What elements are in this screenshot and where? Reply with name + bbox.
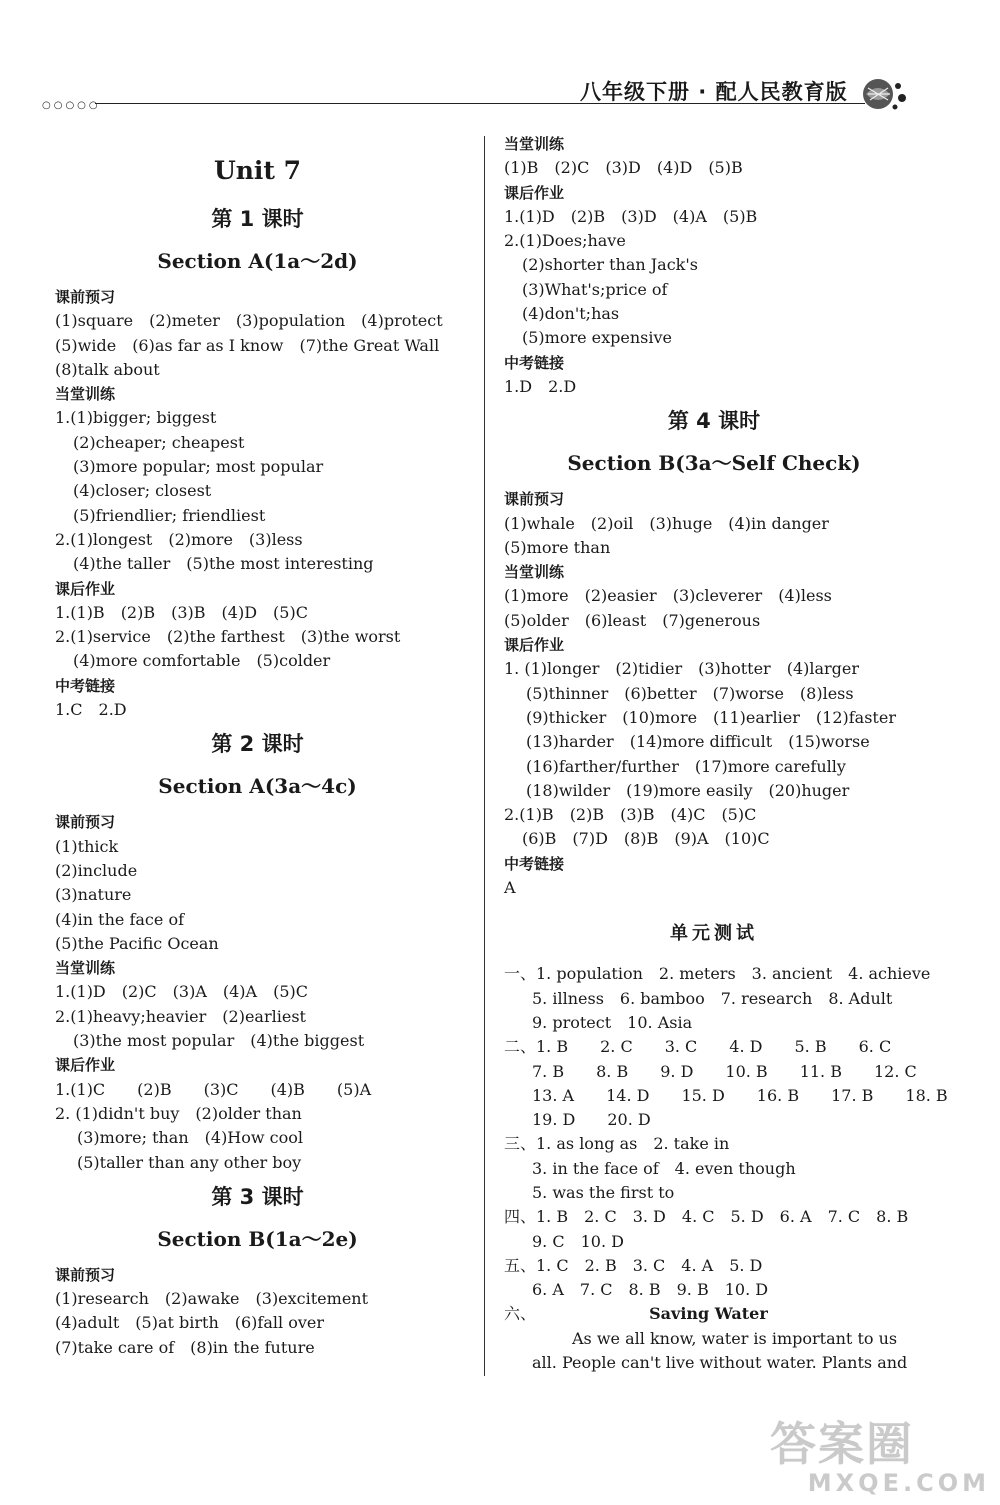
lesson-2-title: 第 2 课时 bbox=[211, 732, 304, 757]
exam-link-label: 中考链接 bbox=[55, 676, 116, 695]
answer-line: (3)nature bbox=[55, 885, 132, 905]
answer-line: (2)cheaper; cheapest bbox=[73, 432, 245, 452]
answer-line: 1.C 2.D bbox=[55, 700, 127, 720]
answer-line: 1.(1)D (2)B (3)D (4)A (5)B bbox=[504, 206, 758, 226]
answer-line: (5)wide (6)as far as I know (7)the Great Wall bbox=[55, 335, 440, 355]
answer-line: (18)wilder (19)more easily (20)huger bbox=[526, 780, 850, 800]
answer-line: 9. C 10. D bbox=[532, 1231, 624, 1251]
homework-label: 课后作业 bbox=[504, 183, 565, 202]
answer-line: 13. A 14. D 15. D 16. B 17. B 18. B bbox=[532, 1085, 948, 1105]
unit-title: Unit 7 bbox=[213, 156, 302, 185]
answer-line: 二、1. B 2. C 3. C 4. D 5. B 6. C bbox=[504, 1037, 892, 1057]
answer-line: (3)the most popular (4)the biggest bbox=[73, 1031, 365, 1051]
class-practice-label: 当堂训练 bbox=[55, 959, 116, 978]
answer-line: 1.D 2.D bbox=[504, 376, 577, 396]
book-title: 八年级下册 · 配人民教育版 bbox=[580, 80, 848, 104]
answer-line: (4)closer; closest bbox=[73, 481, 212, 501]
answer-line: 一、1. population 2. meters 3. ancient 4. achieve bbox=[504, 964, 931, 984]
answer-line: (4)more comfortable (5)colder bbox=[73, 651, 331, 671]
pre-study-label: 课前预习 bbox=[504, 490, 565, 509]
lesson-2-section: Section A(3a～4c) bbox=[158, 774, 357, 799]
answer-line: 19. D 20. D bbox=[532, 1110, 651, 1130]
lesson-1-section: Section A(1a～2d) bbox=[157, 249, 358, 273]
answer-line: 2.(1)longest (2)more (3)less bbox=[55, 529, 303, 549]
answer-line: (5)more than bbox=[504, 537, 611, 557]
answer-line: (5)taller than any other boy bbox=[77, 1152, 302, 1172]
answer-line: 2. (1)didn't buy (2)older than bbox=[55, 1103, 302, 1123]
unit-test-title: 单元测试 bbox=[670, 923, 758, 945]
essay-title: Saving Water bbox=[649, 1304, 768, 1324]
answer-line: 7. B 8. B 9. D 10. B 11. B 12. C bbox=[532, 1061, 917, 1081]
answer-line: (1)thick bbox=[55, 836, 119, 856]
answer-line: (16)farther/further (17)more carefully bbox=[526, 756, 846, 776]
answer-line: (2)include bbox=[55, 860, 138, 880]
answer-line: (4)the taller (5)the most interesting bbox=[73, 554, 374, 574]
exam-link-label: 中考链接 bbox=[504, 854, 565, 873]
answer-line: 四、1. B 2. C 3. D 4. C 5. D 6. A 7. C 8. B bbox=[504, 1207, 909, 1227]
class-practice-label: 当堂训练 bbox=[504, 563, 565, 582]
answer-line: (5)older (6)least (7)generous bbox=[504, 610, 761, 630]
decorative-dots: ○○○○○ bbox=[42, 100, 101, 111]
class-practice-label: 当堂训练 bbox=[504, 135, 565, 153]
lesson-3-title: 第 3 课时 bbox=[211, 1184, 304, 1209]
homework-label: 课后作业 bbox=[55, 579, 116, 598]
essay-line: all. People can't live without water. Plants and bbox=[532, 1353, 908, 1373]
answer-line: 5. was the first to bbox=[532, 1182, 675, 1202]
answer-line: (1)whale (2)oil (3)huge (4)in danger bbox=[504, 513, 829, 533]
pre-study-label: 课前预习 bbox=[55, 288, 116, 306]
answer-line: (1)research (2)awake (3)excitement bbox=[55, 1289, 369, 1309]
answer-line: (5)the Pacific Ocean bbox=[55, 933, 219, 953]
answer-line: 1. (1)longer (2)tidier (3)hotter (4)larger bbox=[504, 659, 860, 679]
answer-line: (1)more (2)easier (3)cleverer (4)less bbox=[504, 586, 832, 606]
answer-line: (3)more; than (4)How cool bbox=[77, 1128, 304, 1148]
answer-line: 2.(1)Does;have bbox=[504, 231, 626, 251]
class-practice-label: 当堂训练 bbox=[55, 385, 116, 404]
answer-line: (5)thinner (6)better (7)worse (8)less bbox=[526, 683, 854, 703]
answer-line: 9. protect 10. Asia bbox=[532, 1012, 693, 1032]
answer-line: 五、1. C 2. B 3. C 4. A 5. D bbox=[504, 1255, 763, 1275]
lesson-4-title: 第 4 课时 bbox=[667, 409, 761, 434]
answer-line: 1.(1)B (2)B (3)B (4)D (5)C bbox=[55, 602, 308, 622]
answer-line: 2.(1)service (2)the farthest (3)the worst bbox=[55, 627, 401, 647]
answer-line: (8)talk about bbox=[55, 359, 160, 379]
homework-label: 课后作业 bbox=[504, 636, 565, 655]
homework-label: 课后作业 bbox=[55, 1056, 116, 1075]
answer-line: 1.(1)C (2)B (3)C (4)B (5)A bbox=[55, 1079, 372, 1099]
answer-line: 1.(1)bigger; biggest bbox=[55, 408, 217, 428]
pre-study-label: 课前预习 bbox=[55, 813, 116, 832]
lesson-4-section: Section B(3a～Self Check) bbox=[567, 451, 861, 476]
right-column bbox=[504, 132, 948, 1375]
answer-line: 5. illness 6. bamboo 7. research 8. Adult bbox=[532, 988, 893, 1008]
answer-line: (6)B (7)D (8)B (9)A (10)C bbox=[522, 829, 770, 849]
answer-line: (4)adult (5)at birth (6)fall over bbox=[55, 1313, 324, 1333]
watermark-cn: 答案圈 bbox=[770, 1417, 914, 1471]
pre-study-label: 课前预习 bbox=[55, 1265, 116, 1284]
answer-line: 2.(1)heavy;heavier (2)earliest bbox=[55, 1006, 306, 1026]
answer-line: (2)shorter than Jack's bbox=[522, 255, 698, 275]
answer-line: 1.(1)D (2)C (3)A (4)A (5)C bbox=[55, 982, 309, 1002]
answer-line: (3)What's;price of bbox=[522, 279, 668, 299]
lesson-3-section: Section B(1a～2e) bbox=[157, 1226, 358, 1251]
section-six-label: 六、 bbox=[504, 1304, 537, 1324]
answer-line: (9)thicker (10)more (11)earlier (12)faster bbox=[526, 707, 896, 727]
answer-line: (13)harder (14)more difficult (15)worse bbox=[526, 732, 870, 752]
answer-line: A bbox=[504, 878, 516, 898]
watermark-en: MXQE.COM bbox=[807, 1469, 990, 1497]
answer-line: 2.(1)B (2)B (3)B (4)C (5)C bbox=[504, 805, 757, 825]
answer-line: (3)more popular; most popular bbox=[73, 457, 324, 477]
answer-line: (5)more expensive bbox=[522, 328, 673, 348]
page-header bbox=[0, 0, 1000, 110]
answer-line: (4)in the face of bbox=[55, 909, 184, 929]
left-column bbox=[55, 145, 460, 1360]
answer-line: 三、1. as long as 2. take in bbox=[504, 1134, 730, 1154]
exam-link-label: 中考链接 bbox=[504, 353, 565, 372]
essay-line: As we all know, water is important to us bbox=[572, 1328, 898, 1348]
answer-line: (7)take care of (8)in the future bbox=[55, 1337, 315, 1357]
answer-line: (1)B (2)C (3)D (4)D (5)B bbox=[504, 158, 743, 178]
answer-line: 6. A 7. C 8. B 9. B 10. D bbox=[532, 1280, 769, 1300]
answer-line: (5)friendlier; friendliest bbox=[73, 505, 266, 525]
watermark bbox=[770, 1419, 990, 1499]
book-logo-icon bbox=[860, 74, 908, 112]
answer-line: 3. in the face of 4. even though bbox=[532, 1158, 796, 1178]
lesson-1-title: 第 1 课时 bbox=[211, 207, 304, 231]
answer-line: (4)don't;has bbox=[522, 304, 620, 324]
column-divider bbox=[484, 136, 485, 1376]
answer-line: (1)square (2)meter (3)population (4)protect bbox=[55, 311, 443, 331]
essay-heading-line bbox=[504, 1302, 924, 1326]
